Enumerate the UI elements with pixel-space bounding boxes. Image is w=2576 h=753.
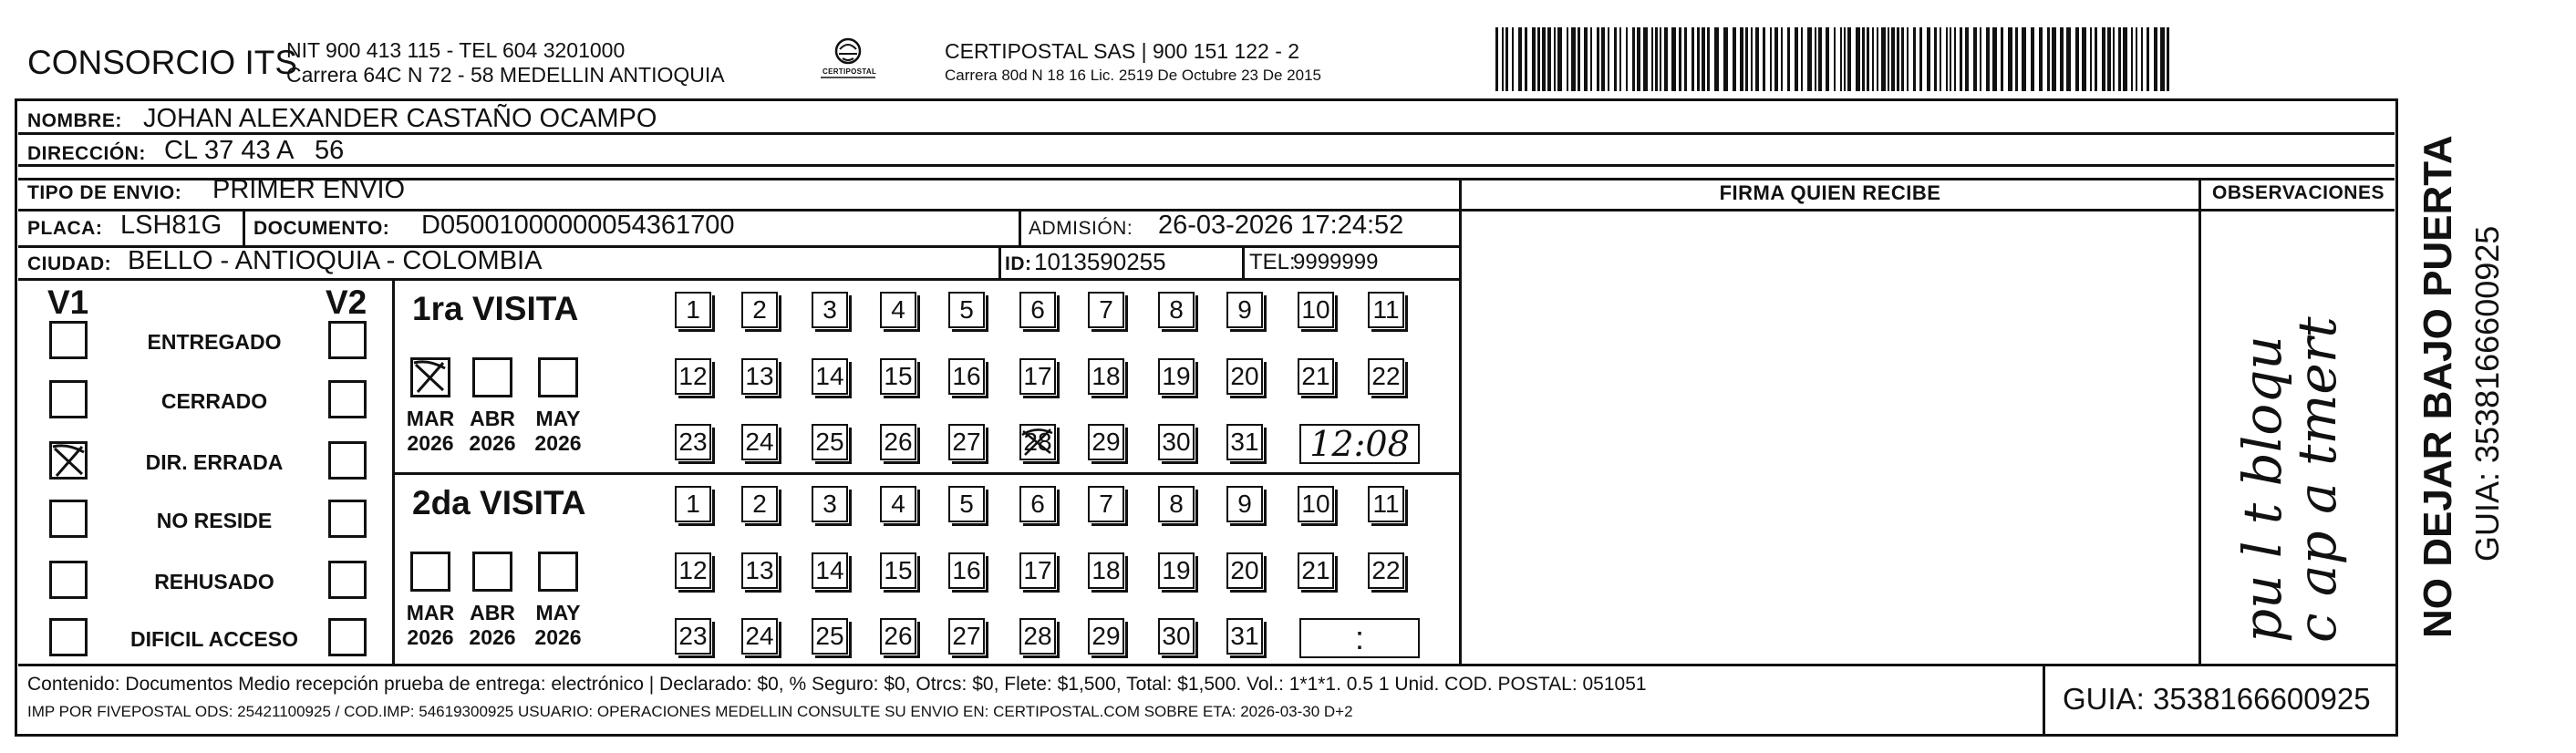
barcode-bar bbox=[1745, 27, 1748, 91]
barcode-bar bbox=[1781, 27, 1783, 91]
v2-checkbox[interactable] bbox=[328, 500, 367, 538]
barcode-bar bbox=[1847, 27, 1851, 91]
day-box[interactable]: 11 bbox=[1368, 486, 1404, 522]
v2-checkbox[interactable] bbox=[328, 321, 367, 359]
barcode-bar bbox=[1888, 27, 1889, 91]
barcode-bar bbox=[2154, 27, 2157, 91]
firma-header bbox=[1462, 178, 2198, 209]
divider bbox=[2198, 178, 2201, 665]
ciudad-value: BELLO - ANTIOQUIA - COLOMBIA bbox=[128, 246, 543, 275]
id-label: ID: bbox=[1005, 253, 1032, 274]
barcode-bar bbox=[1751, 27, 1753, 91]
barcode-bar bbox=[1770, 27, 1772, 91]
day-box[interactable]: 26 bbox=[880, 424, 916, 460]
barcode-bar bbox=[1601, 27, 1605, 91]
barcode-bar bbox=[1571, 27, 1576, 91]
direccion-value: CL 37 43 A 56 bbox=[164, 136, 345, 165]
barcode-bar bbox=[1512, 27, 1514, 91]
day-box[interactable]: 21 bbox=[1298, 358, 1334, 395]
v2-checkbox[interactable] bbox=[328, 380, 367, 418]
nombre-value: JOHAN ALEXANDER CASTAÑO OCAMPO bbox=[143, 104, 657, 133]
day-box[interactable]: 14 bbox=[812, 552, 848, 589]
month-label: ABR bbox=[470, 601, 515, 624]
day-box[interactable]: 21 bbox=[1298, 552, 1334, 589]
logo-text: CERTIPOSTAL bbox=[822, 67, 877, 76]
barcode-bar bbox=[1755, 27, 1759, 91]
day-box[interactable]: 14 bbox=[812, 358, 848, 395]
observaciones-label: OBSERVACIONES bbox=[2212, 182, 2385, 203]
status-label-5: DIFICIL ACCESO bbox=[129, 627, 298, 651]
barcode-bar bbox=[1980, 27, 1981, 91]
barcode-bar bbox=[2031, 27, 2034, 91]
day-box[interactable]: 20 bbox=[1226, 552, 1263, 589]
barcode-bar bbox=[2090, 27, 2092, 91]
barcode-bar bbox=[2052, 27, 2056, 91]
day-box[interactable]: 3 bbox=[812, 292, 848, 328]
barcode-bar bbox=[2082, 27, 2086, 91]
barcode-bar bbox=[2131, 27, 2133, 91]
carrier-name: CERTIPOSTAL SAS | 900 151 122 - 2 bbox=[945, 39, 1300, 63]
barcode-bar bbox=[1525, 27, 1527, 91]
placa-value: LSH81G bbox=[120, 211, 222, 240]
day-box[interactable]: 23 bbox=[675, 618, 711, 655]
barcode-bar bbox=[1542, 27, 1546, 91]
id-value: 1013590255 bbox=[1034, 248, 1166, 275]
day-box[interactable]: 9 bbox=[1226, 292, 1263, 328]
day-box[interactable]: 29 bbox=[1088, 424, 1124, 460]
barcode-bar bbox=[1723, 27, 1728, 91]
v2-checkbox[interactable] bbox=[328, 441, 367, 480]
divider bbox=[18, 278, 1459, 281]
company-address: Carrera 64C N 72 - 58 MEDELLIN ANTIOQUIA bbox=[286, 63, 725, 87]
divider bbox=[392, 472, 1459, 475]
barcode-bar bbox=[1992, 27, 1997, 91]
barcode-bar bbox=[1907, 27, 1909, 91]
barcode-bar bbox=[2160, 27, 2165, 91]
day-box[interactable]: 10 bbox=[1298, 292, 1334, 328]
barcode-bar bbox=[2141, 27, 2143, 91]
day-box[interactable]: 26 bbox=[880, 618, 916, 655]
barcode-bar bbox=[2047, 27, 2050, 91]
tel-label: TEL: bbox=[1249, 250, 1296, 274]
visit-time[interactable]: 12:08 bbox=[1299, 424, 1420, 464]
v1-checkbox[interactable] bbox=[49, 500, 88, 538]
barcode-bar bbox=[1934, 27, 1937, 91]
month-year: 2026 bbox=[469, 625, 516, 649]
barcode-bar bbox=[1950, 27, 1951, 91]
day-box[interactable]: 7 bbox=[1088, 292, 1124, 328]
footer-guia: GUIA: 3538166600925 bbox=[2063, 682, 2371, 716]
visit-title: 2da VISITA bbox=[412, 484, 586, 521]
day-box[interactable]: 1 bbox=[675, 486, 711, 522]
barcode-bar bbox=[2022, 27, 2026, 91]
day-box[interactable]: 23 bbox=[675, 424, 711, 460]
barcode-bar bbox=[1637, 27, 1640, 91]
day-box[interactable]: 17 bbox=[1019, 358, 1056, 395]
day-box[interactable]: 6 bbox=[1019, 486, 1056, 522]
barcode-bar bbox=[1578, 27, 1580, 91]
day-box[interactable]: 9 bbox=[1226, 486, 1263, 522]
month-checkbox[interactable] bbox=[538, 357, 578, 397]
day-box[interactable]: 30 bbox=[1158, 618, 1195, 655]
barcode-bar bbox=[1891, 27, 1895, 91]
barcode-bar bbox=[1614, 27, 1617, 91]
day-box[interactable]: 25 bbox=[812, 424, 848, 460]
barcode-bar bbox=[1986, 27, 1990, 91]
day-box[interactable]: 22 bbox=[1368, 358, 1404, 395]
ciudad-label: CIUDAD: bbox=[27, 253, 112, 274]
barcode-bar bbox=[1679, 27, 1681, 91]
barcode-bar bbox=[1946, 27, 1948, 91]
status-label-4: REHUSADO bbox=[154, 570, 274, 593]
month-checkbox[interactable] bbox=[472, 357, 512, 397]
day-box[interactable]: 28 bbox=[1019, 618, 1056, 655]
divider bbox=[1242, 245, 1245, 278]
barcode-bar bbox=[1787, 27, 1790, 91]
day-box[interactable]: 3 bbox=[812, 486, 848, 522]
barcode-bar bbox=[1897, 27, 1899, 91]
barcode-bar bbox=[1632, 27, 1635, 91]
day-box[interactable]: 4 bbox=[880, 292, 916, 328]
day-box[interactable]: 24 bbox=[741, 618, 778, 655]
day-box[interactable]: 31 bbox=[1226, 424, 1263, 460]
day-box[interactable]: 13 bbox=[741, 358, 778, 395]
barcode-bar bbox=[1702, 27, 1705, 91]
observaciones-handwriting-1: pu l t bloqu bbox=[2231, 335, 2293, 643]
day-box[interactable]: 30 bbox=[1158, 424, 1195, 460]
barcode-bar bbox=[1919, 27, 1922, 91]
barcode-bar bbox=[1608, 27, 1609, 91]
day-box[interactable]: 13 bbox=[741, 552, 778, 589]
barcode-bar bbox=[1867, 27, 1869, 91]
day-box[interactable]: 29 bbox=[1088, 618, 1124, 655]
barcode-bar bbox=[2015, 27, 2018, 91]
barcode-bar bbox=[1881, 27, 1886, 91]
certipostal-logo bbox=[815, 36, 881, 91]
v1-header: V1 bbox=[47, 284, 89, 321]
admision-value: 26-03-2026 17:24:52 bbox=[1158, 211, 1404, 240]
barcode-bar bbox=[2001, 27, 2003, 91]
barcode-bar bbox=[2147, 27, 2149, 91]
barcode-bar bbox=[1597, 27, 1599, 91]
tipo-envio-value: PRIMER ENVIO bbox=[212, 175, 406, 204]
firma-label: FIRMA QUIEN RECIBE bbox=[1719, 181, 1941, 204]
company-name: CONSORCIO ITS bbox=[27, 44, 298, 81]
placa-label: PLACA: bbox=[27, 218, 103, 239]
day-box[interactable]: 7 bbox=[1088, 486, 1124, 522]
observaciones-header bbox=[2201, 178, 2395, 209]
divider bbox=[243, 209, 245, 245]
tipo-envio-label: TIPO DE ENVIO: bbox=[27, 182, 182, 203]
side-guia: GUIA: 3538166600925 bbox=[2468, 225, 2506, 562]
barcode-bar bbox=[2113, 27, 2115, 91]
day-box[interactable]: 2 bbox=[741, 486, 778, 522]
carrier-address: Carrera 80d N 18 16 Lic. 2519 De Octubre 23 De 2015 bbox=[945, 67, 1321, 84]
barcode-bar bbox=[2107, 27, 2111, 91]
barcode-bar bbox=[1862, 27, 1865, 91]
day-box[interactable]: 12 bbox=[675, 552, 711, 589]
day-box[interactable]: 18 bbox=[1088, 358, 1124, 395]
status-label-0: ENTREGADO bbox=[147, 330, 282, 354]
month-year: 2026 bbox=[469, 431, 516, 455]
divider bbox=[2395, 132, 2398, 665]
day-box[interactable]: 15 bbox=[880, 358, 916, 395]
status-label-1: CERRADO bbox=[160, 389, 268, 413]
barcode-bar bbox=[1733, 27, 1736, 91]
day-box[interactable]: 8 bbox=[1158, 292, 1195, 328]
barcode-bar bbox=[2039, 27, 2043, 91]
barcode-bar bbox=[1584, 27, 1588, 91]
month-year: 2026 bbox=[534, 625, 582, 649]
nombre-label: NOMBRE: bbox=[27, 110, 122, 131]
barcode-bar bbox=[2102, 27, 2105, 91]
day-box[interactable]: 17 bbox=[1019, 552, 1056, 589]
barcode-bar bbox=[2123, 27, 2127, 91]
day-box[interactable]: 19 bbox=[1158, 552, 1195, 589]
barcode-bar bbox=[1714, 27, 1719, 91]
month-checkbox[interactable] bbox=[538, 552, 578, 592]
firma-area[interactable] bbox=[1462, 211, 2197, 662]
barcode-bar bbox=[1960, 27, 1962, 91]
barcode-bar bbox=[1684, 27, 1687, 91]
month-checkbox[interactable] bbox=[472, 552, 512, 592]
barcode-bar bbox=[2075, 27, 2079, 91]
admision-label: ADMISIÓN: bbox=[1029, 218, 1133, 239]
observaciones-handwriting-2: c ap a tmert bbox=[2286, 316, 2348, 643]
day-box[interactable]: 5 bbox=[948, 292, 985, 328]
barcode-bar bbox=[1965, 27, 1969, 91]
visit-title: 1ra VISITA bbox=[412, 290, 579, 327]
month-label: ABR bbox=[470, 407, 515, 430]
day-box[interactable]: 1 bbox=[675, 292, 711, 328]
barcode-bar bbox=[1927, 27, 1930, 91]
barcode-bar bbox=[1664, 27, 1668, 91]
barcode-bar bbox=[1532, 27, 1536, 91]
barcode-bar bbox=[2008, 27, 2012, 91]
status-label-3: NO RESIDE bbox=[156, 509, 273, 532]
barcode-bar bbox=[1626, 27, 1628, 91]
documento-value: D05001000000054361700 bbox=[421, 211, 735, 240]
day-box[interactable]: 4 bbox=[880, 486, 916, 522]
barcode-bar bbox=[2066, 27, 2071, 91]
tel-value: 9999999 bbox=[1293, 250, 1379, 274]
v2-checkbox[interactable] bbox=[328, 618, 367, 656]
barcode-bar bbox=[2136, 27, 2137, 91]
barcode-bar bbox=[1495, 27, 1498, 91]
barcode-bar bbox=[2167, 27, 2169, 91]
barcode-bar bbox=[1567, 27, 1568, 91]
v1-checkbox[interactable] bbox=[49, 380, 88, 418]
day-box[interactable]: 19 bbox=[1158, 358, 1195, 395]
v1-checkbox[interactable] bbox=[49, 561, 88, 599]
barcode-bar bbox=[1518, 27, 1522, 91]
day-box[interactable]: 16 bbox=[948, 358, 985, 395]
barcode-bar bbox=[1502, 27, 1504, 91]
divider bbox=[1019, 209, 1021, 245]
barcode-bar bbox=[2060, 27, 2064, 91]
barcode-bar bbox=[1973, 27, 1977, 91]
barcode-bar bbox=[1840, 27, 1842, 91]
barcode bbox=[1495, 27, 2176, 93]
day-box[interactable]: 6 bbox=[1019, 292, 1056, 328]
month-label: MAY bbox=[535, 601, 581, 624]
day-box[interactable]: 18 bbox=[1088, 552, 1124, 589]
month-year: 2026 bbox=[407, 431, 454, 455]
day-box[interactable]: 11 bbox=[1368, 292, 1404, 328]
divider bbox=[18, 664, 2398, 666]
barcode-bar bbox=[1818, 27, 1822, 91]
barcode-bar bbox=[1774, 27, 1778, 91]
barcode-bar bbox=[1877, 27, 1878, 91]
month-year: 2026 bbox=[407, 625, 454, 649]
day-box[interactable]: 24 bbox=[741, 424, 778, 460]
day-box[interactable]: 12 bbox=[675, 358, 711, 395]
direccion-label: DIRECCIÓN: bbox=[27, 143, 146, 164]
barcode-bar bbox=[1557, 27, 1562, 91]
barcode-bar bbox=[1801, 27, 1803, 91]
v1-checkbox[interactable] bbox=[49, 321, 88, 359]
barcode-bar bbox=[1940, 27, 1941, 91]
divider bbox=[392, 278, 395, 665]
divider bbox=[18, 164, 2395, 167]
no-dejar-bajo-puerta: NO DEJAR BAJO PUERTA bbox=[2416, 135, 2460, 638]
barcode-bar bbox=[1660, 27, 1661, 91]
day-box[interactable]: 28 bbox=[1019, 424, 1056, 460]
barcode-bar bbox=[2095, 27, 2097, 91]
visit-time[interactable]: : bbox=[1299, 618, 1420, 658]
barcode-bar bbox=[1619, 27, 1621, 91]
barcode-bar bbox=[1901, 27, 1904, 91]
barcode-bar bbox=[1807, 27, 1812, 91]
day-box[interactable]: 16 bbox=[948, 552, 985, 589]
footer-contenido: Contenido: Documentos Medio recepción prueba de entrega: electrónico | Declarado: $0, % Seguro: $0, Otrcs: $0, Flete: $1,500, Total: $1,500. Vol.: 1*1*1. 0.5 1 Unid. COD. POSTAL: 051051 bbox=[27, 674, 1647, 695]
day-box[interactable]: 31 bbox=[1226, 618, 1263, 655]
month-checkbox[interactable] bbox=[410, 357, 450, 397]
barcode-bar bbox=[1537, 27, 1540, 91]
barcode-bar bbox=[1707, 27, 1710, 91]
barcode-bar bbox=[1913, 27, 1916, 91]
divider bbox=[998, 245, 1001, 278]
month-checkbox[interactable] bbox=[410, 552, 450, 592]
day-box[interactable]: 2 bbox=[741, 292, 778, 328]
barcode-bar bbox=[1547, 27, 1551, 91]
barcode-bar bbox=[1505, 27, 1508, 91]
barcode-bar bbox=[1554, 27, 1556, 91]
v1-checkbox[interactable] bbox=[49, 618, 88, 656]
barcode-bar bbox=[1826, 27, 1829, 91]
v2-checkbox[interactable] bbox=[328, 561, 367, 599]
barcode-bar bbox=[1691, 27, 1694, 91]
barcode-bar bbox=[1671, 27, 1676, 91]
v1-checkbox[interactable] bbox=[49, 441, 88, 480]
barcode-bar bbox=[1856, 27, 1860, 91]
day-box[interactable]: 25 bbox=[812, 618, 848, 655]
day-box[interactable]: 27 bbox=[948, 424, 985, 460]
barcode-bar bbox=[1655, 27, 1658, 91]
barcode-bar bbox=[1590, 27, 1592, 91]
month-label: MAR bbox=[406, 601, 455, 624]
barcode-bar bbox=[1872, 27, 1874, 91]
month-year: 2026 bbox=[534, 431, 582, 455]
day-box[interactable]: 15 bbox=[880, 552, 916, 589]
barcode-bar bbox=[1651, 27, 1653, 91]
company-nit: NIT 900 413 115 - TEL 604 3201000 bbox=[286, 38, 626, 62]
divider bbox=[2043, 664, 2045, 737]
barcode-bar bbox=[1844, 27, 1846, 91]
barcode-bar bbox=[1795, 27, 1798, 91]
month-label: MAY bbox=[535, 407, 581, 430]
day-box[interactable]: 8 bbox=[1158, 486, 1195, 522]
barcode-bar bbox=[1643, 27, 1648, 91]
barcode-bar bbox=[1740, 27, 1743, 91]
footer-imp: IMP POR FIVEPOSTAL ODS: 25421100925 / COD.IMP: 54619300925 USUARIO: OPERACIONES MEDELLIN CONSULTE SU ENVIO EN: CERTIPOSTAL.COM SOBRE ETA: 2026-03-30 D+2 bbox=[27, 703, 1353, 720]
status-label-2: DIR. ERRADA bbox=[145, 450, 284, 474]
barcode-bar bbox=[1763, 27, 1765, 91]
day-box[interactable]: 27 bbox=[948, 618, 985, 655]
month-label: MAR bbox=[406, 407, 455, 430]
day-box[interactable]: 5 bbox=[948, 486, 985, 522]
barcode-bar bbox=[1815, 27, 1816, 91]
day-box[interactable]: 20 bbox=[1226, 358, 1263, 395]
barcode-bar bbox=[1697, 27, 1700, 91]
day-box[interactable]: 22 bbox=[1368, 552, 1404, 589]
day-box[interactable]: 10 bbox=[1298, 486, 1334, 522]
barcode-bar bbox=[1954, 27, 1956, 91]
barcode-bar bbox=[1834, 27, 1836, 91]
documento-label: DOCUMENTO: bbox=[253, 218, 390, 239]
v2-header: V2 bbox=[326, 284, 367, 321]
barcode-bar bbox=[2118, 27, 2121, 91]
